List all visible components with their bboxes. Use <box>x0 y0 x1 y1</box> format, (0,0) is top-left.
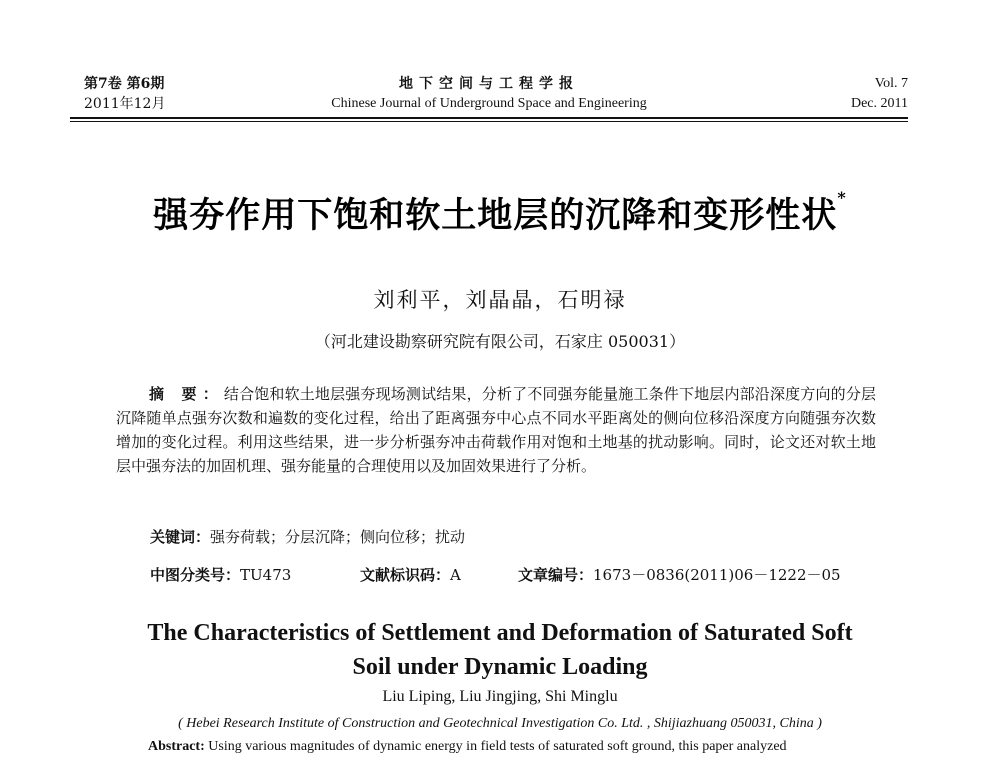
clc-number <box>150 564 291 585</box>
document-code-value: A <box>450 566 461 584</box>
paper-title-en-line1: The Characteristics of Settlement and Deformation of Saturated Soft <box>147 620 853 646</box>
paper-title-en-line2: Soil under Dynamic Loading <box>352 654 648 680</box>
document-code-label: 文献标识码： <box>360 566 451 584</box>
paper-title-cn-text: 强夯作用下饱和软土地层的沉降和变形性状 <box>153 195 838 236</box>
article-number <box>518 564 841 585</box>
paper-title-cn <box>0 188 1000 238</box>
article-number-label: 文章编号： <box>518 566 594 584</box>
affiliation-en: ( Hebei Research Institute of Construction and Geotechnical Investigation Co. Ltd. , Shijiazhuang 050031, China ) <box>178 716 822 731</box>
header-rule-thin <box>70 121 908 122</box>
keywords-cn-text: 强夯荷载；分层沉降；侧向位移；扰动 <box>210 528 466 546</box>
header-date-cn: 2011年12月 <box>84 96 166 112</box>
title-footnote-mark: * <box>837 188 847 207</box>
article-number-value: 1673－0836(2011)06－1222－05 <box>593 566 841 584</box>
header-volume-issue: 第7卷 第6期 <box>84 76 165 92</box>
clc-label: 中图分类号： <box>150 566 241 584</box>
header-date-en: Dec. 2011 <box>850 96 908 111</box>
journal-name-en: Chinese Journal of Underground Space and Engineering <box>331 96 647 111</box>
keywords-cn-label: 关键词： <box>150 528 211 546</box>
abstract-en <box>148 739 888 755</box>
journal-name-cn: 地下空间与工程学报 <box>399 76 579 92</box>
affiliation-cn: （河北建设勘察研究院有限公司，石家庄 050031） <box>314 332 686 351</box>
document-code <box>360 564 461 585</box>
abstract-en-text: Using various magnitudes of dynamic energy in field tests of saturated soft ground, this paper analyzed <box>204 739 787 754</box>
paper-title-en <box>0 616 1000 684</box>
clc-value: TU473 <box>240 566 292 584</box>
header-vol: Vol. 7 <box>874 76 908 91</box>
header-journal-name <box>70 74 908 114</box>
abstract-cn-text: 结合饱和软土地层强夯现场测试结果，分析了不同强夯能量施工条件下地层内部沿深度方向的分层沉降随单点强夯次数和遍数的变化过程，给出了距离强夯中心点不同水平距离处的侧向位移沿深度方向随强夯次数增加的变化过程。利用这些结果，进一步分析强夯冲击荷载作用对饱和土地基的扰动影响。同时，论文还对软土地层中强夯法的加固机理、强夯能量的合理使用以及加固效果进行了分析。 <box>116 385 876 475</box>
abstract-cn-label: 摘 要： <box>149 385 224 403</box>
keywords-cn <box>150 526 465 547</box>
running-header <box>70 74 908 118</box>
authors-cn: 刘利平，刘晶晶，石明禄 <box>373 288 627 312</box>
header-rule-thick <box>70 117 908 119</box>
abstract-en-label: Abstract: <box>148 739 205 754</box>
abstract-cn <box>116 382 876 478</box>
authors-en: Liu Liping, Liu Jingjing, Shi Minglu <box>382 688 618 705</box>
header-volume-en <box>851 74 908 114</box>
